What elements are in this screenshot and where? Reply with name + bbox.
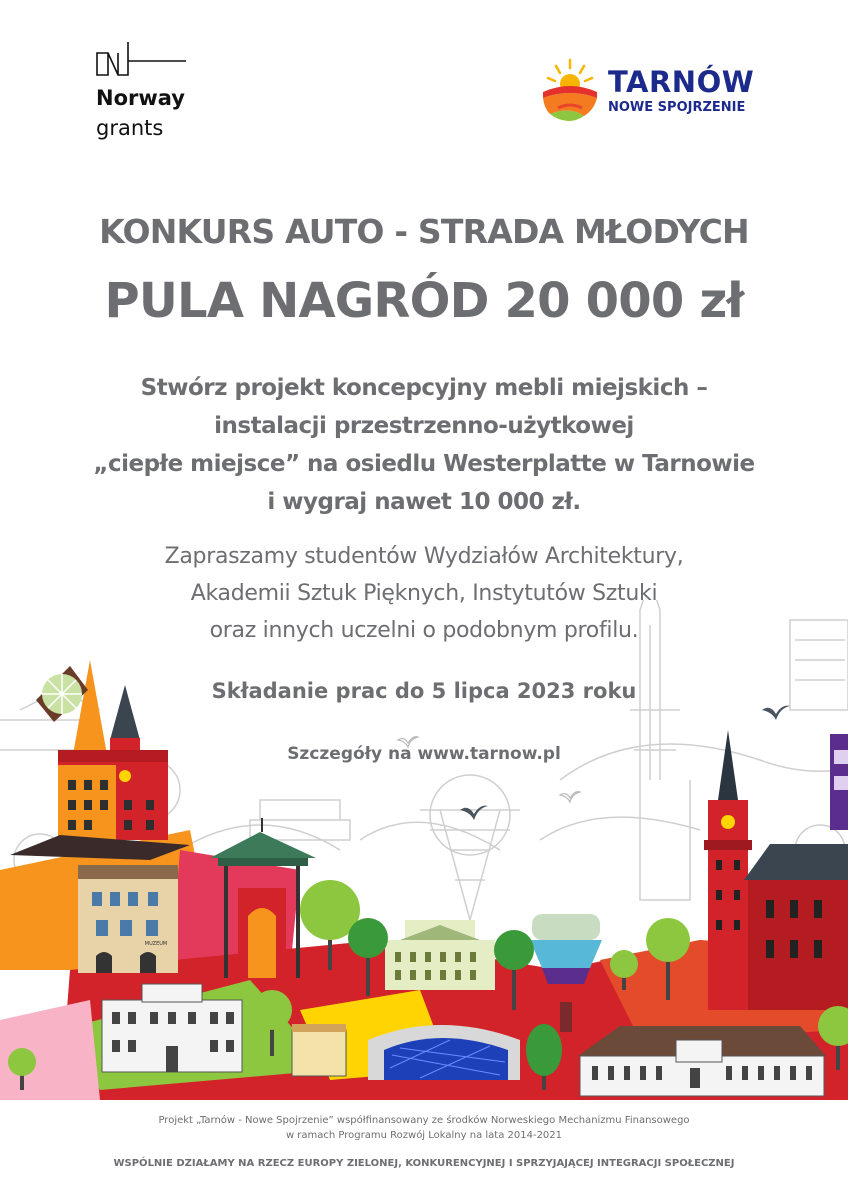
pitch-line: „ciepłe miejsce” na osiedlu Westerplatte w Tarnowie (93, 451, 755, 477)
contest-title: KONKURS AUTO - STRADA MŁODYCH (99, 212, 749, 251)
norway-logo-text: Norway (96, 86, 185, 110)
tarnow-sun-emblem-icon (540, 58, 600, 124)
footer-line: Projekt „Tarnów - Nowe Spojrzenie” współfinansowany ze środków Norweskiego Mechanizmu Finansowego (158, 1115, 690, 1126)
footer-slogan: WSPÓLNIE DZIAŁAMY NA RZECZ EUROPY ZIELONEJ, KONKURENCYJNEJ I SPRZYJAJĄCEJ INTEGRACJI SPOŁECZNEJ (113, 1158, 735, 1169)
city-illustration (0, 600, 848, 1100)
tarnow-logo-title: TARNÓW (608, 65, 755, 99)
norway-flag-outline-icon (96, 40, 188, 80)
pitch-line: i wygraj nawet 10 000 zł. (267, 489, 581, 515)
manor-house (578, 1026, 826, 1096)
norway-grants-logo (96, 40, 196, 140)
invitation-line: Zapraszamy studentów Wydziałów Architektury, (164, 544, 684, 569)
footer-line: w ramach Programu Rozwój Lokalny na lata 2014-2021 (285, 1130, 563, 1141)
bird-icon (762, 706, 790, 720)
invitation-line: Akademii Sztuk Pięknych, Instytutów Sztuki (190, 581, 658, 606)
bird-icon (560, 792, 580, 802)
details-link[interactable]: Szczegóły na www.tarnow.pl (287, 744, 561, 764)
tarnow-logo-subtitle: NOWE SPOJRZENIE (608, 100, 746, 115)
bird-icon (460, 806, 488, 820)
pitch-line: Stwórz projekt koncepcyjny mebli miejskich – (140, 375, 708, 401)
museum-building (78, 865, 178, 973)
museum-sign: MUZEUM (144, 941, 168, 947)
prize-pool-title: PULA NAGRÓD 20 000 zł (104, 273, 744, 329)
tarnow-logo (540, 58, 770, 124)
cathedral (704, 730, 848, 1010)
submission-deadline: Składanie prac do 5 lipca 2023 roku (211, 679, 637, 703)
grants-logo-text: grants (96, 116, 164, 140)
invitation-line: oraz innych uczelni o podobnym profilu. (209, 618, 639, 643)
palace-building (385, 920, 495, 990)
glass-dome-building (368, 1025, 520, 1080)
pitch-line: instalacji przestrzenno-użytkowej (214, 413, 634, 439)
